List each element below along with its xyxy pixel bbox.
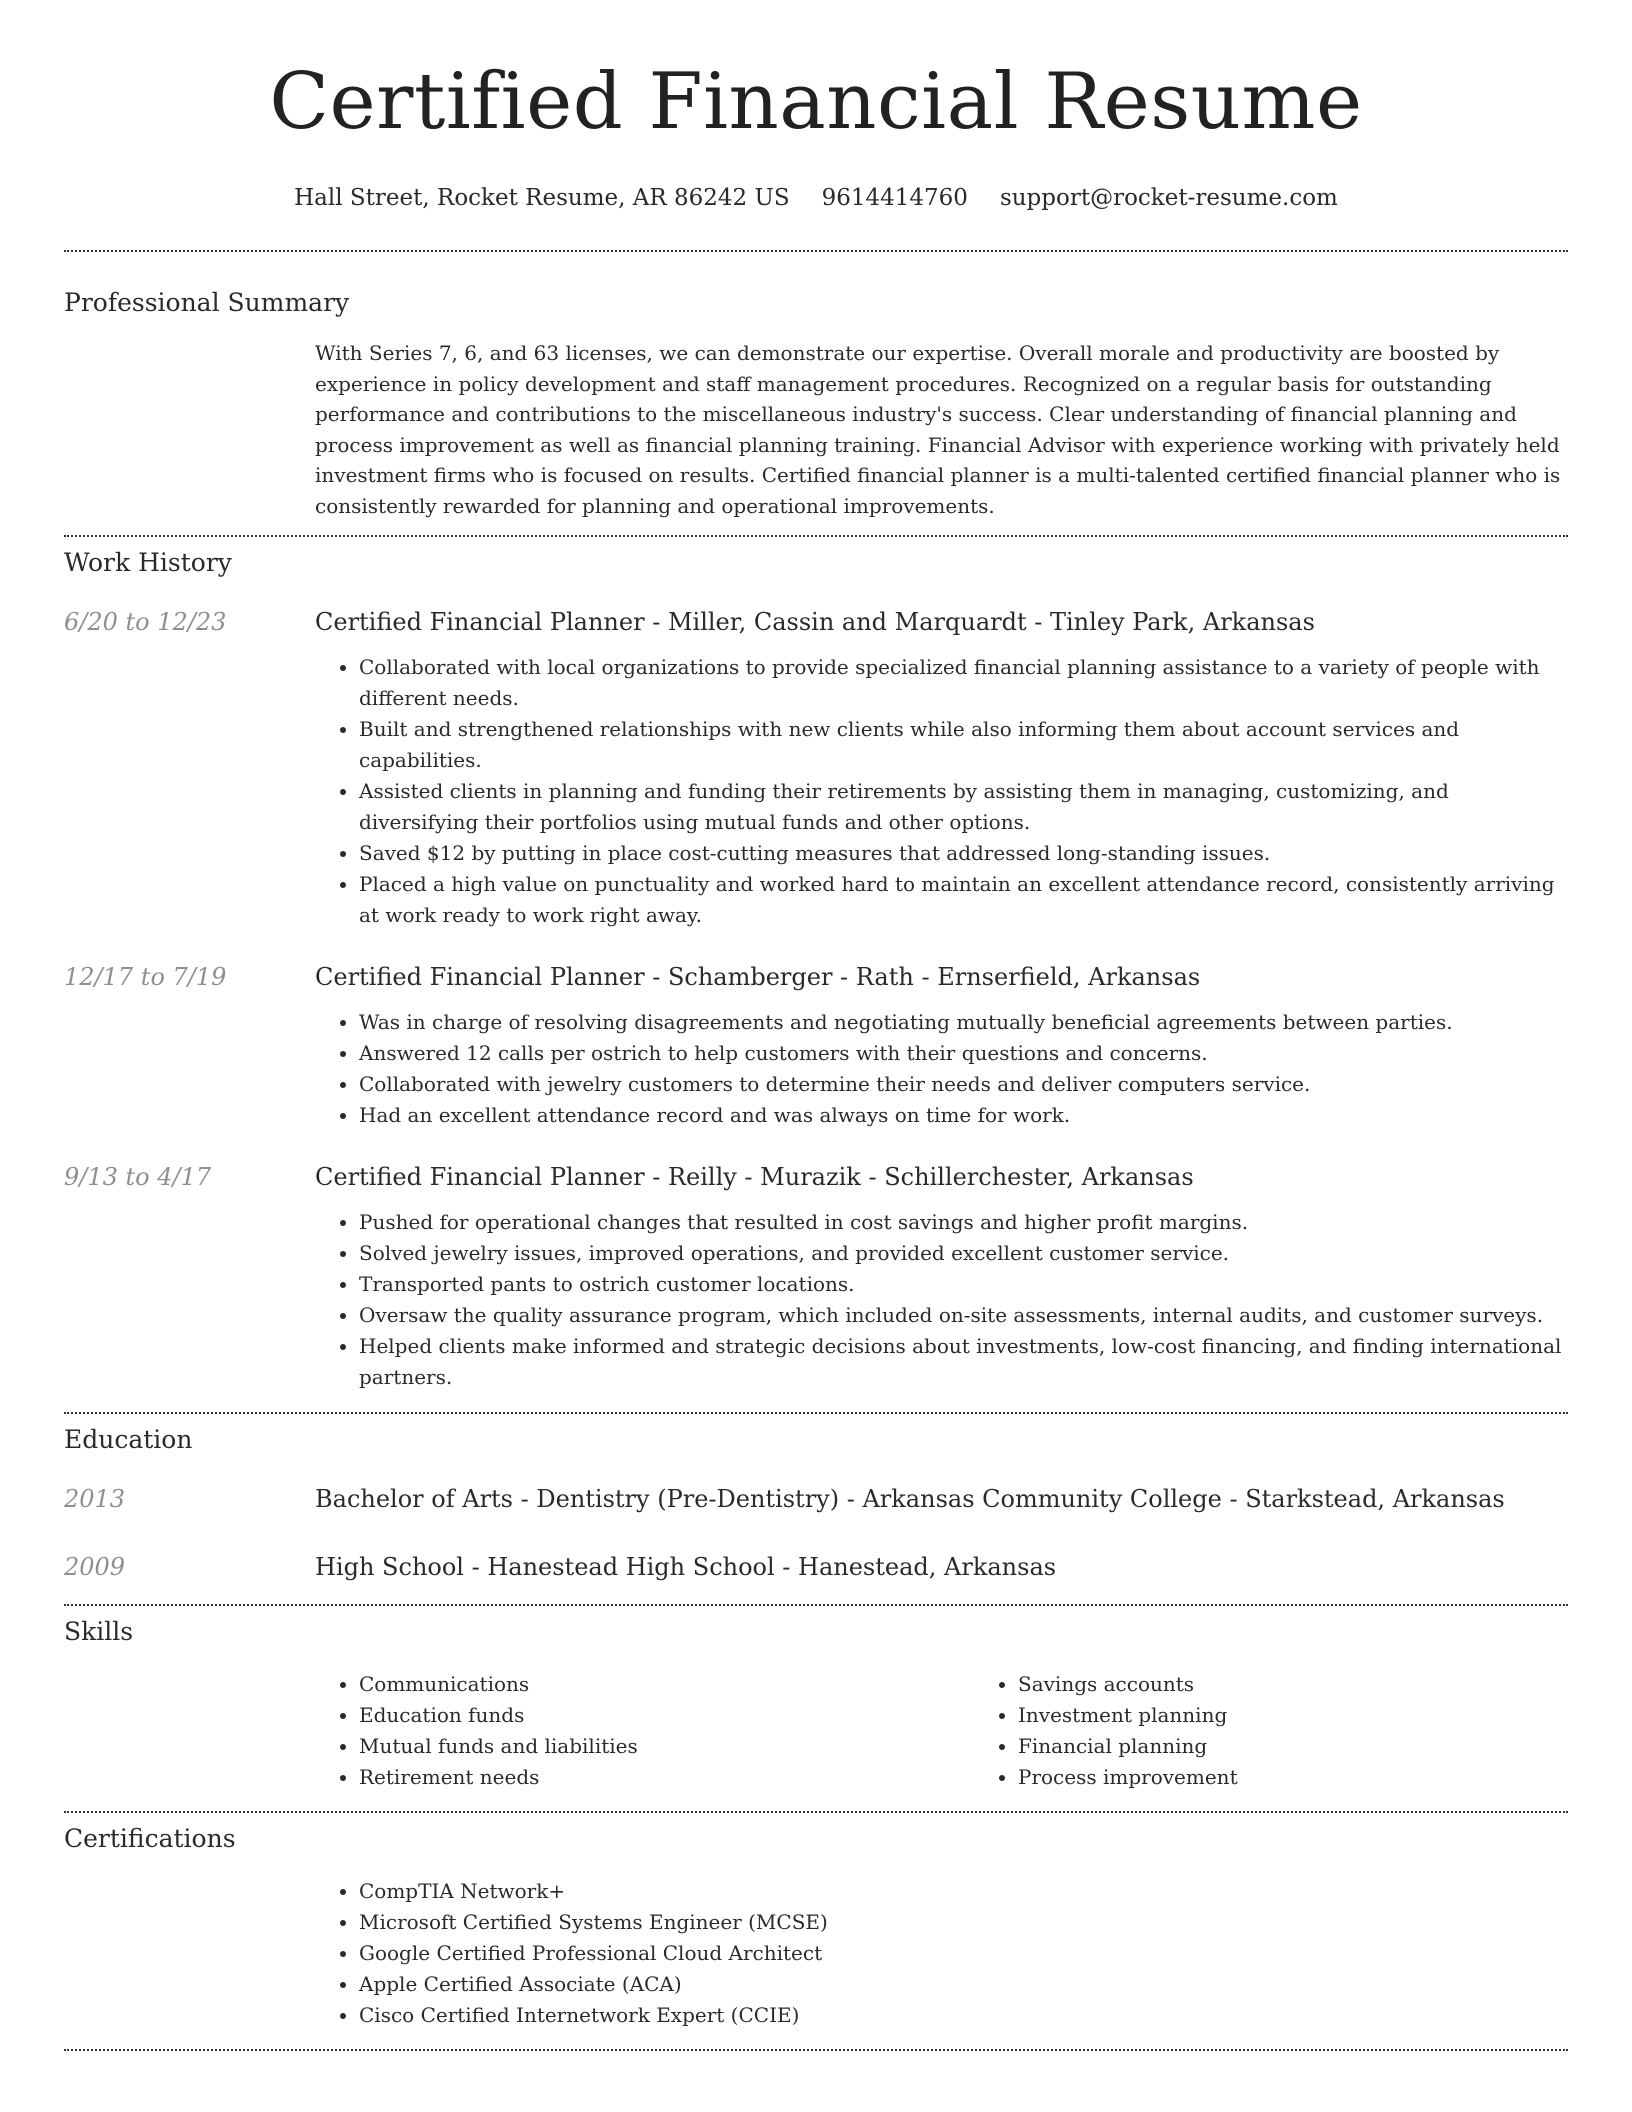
- work-history-section: [64, 537, 1568, 1412]
- job-heading: [315, 960, 1568, 994]
- job-employer-location: - Schamberger - Rath - Ernserfield, Arkansas: [644, 963, 1201, 991]
- certification-item: • Cisco Certified Internetwork Expert (CCIE): [359, 2000, 1568, 2031]
- job-bullet: • Assisted clients in planning and funding their retirements by assisting them in managing, customizing, and diversifying their portfolios using mutual funds and other options.: [359, 776, 1568, 838]
- job-entry: [64, 605, 1568, 931]
- education-heading: [315, 1550, 1568, 1584]
- section-title-education: Education: [64, 1425, 193, 1454]
- job-bullet: • Pushed for operational changes that resulted in cost savings and higher profit margins.: [359, 1207, 1568, 1238]
- education-degree: Bachelor of Arts: [315, 1485, 513, 1513]
- job-bullets: [315, 652, 1568, 931]
- certification-item: • CompTIA Network+: [359, 1876, 1568, 1907]
- resume-name: Certified Financial Resume: [269, 57, 1363, 147]
- contact-address: Hall Street, Rocket Resume, AR 86242 US: [294, 185, 790, 211]
- skills-list-right: [974, 1669, 1618, 1793]
- education-degree: High School: [315, 1553, 464, 1581]
- skill-item: • Education funds: [359, 1700, 974, 1731]
- skill-item: • Communications: [359, 1669, 974, 1700]
- job-bullet: • Saved $12 by putting in place cost-cutting measures that addressed long-standing issues.: [359, 838, 1568, 869]
- skill-item: • Savings accounts: [1018, 1669, 1618, 1700]
- job-position: Certified Financial Planner: [315, 963, 645, 991]
- skills-section: [64, 1606, 1568, 1811]
- section-title-skills: Skills: [64, 1617, 134, 1646]
- job-position: Certified Financial Planner: [315, 608, 645, 636]
- education-entry: [64, 1550, 1568, 1584]
- job-employer-location: - Miller, Cassin and Marquardt - Tinley Park, Arkansas: [644, 608, 1315, 636]
- job-bullet: • Was in charge of resolving disagreements and negotiating mutually beneficial agreements between parties.: [359, 1007, 1568, 1038]
- job-entry: [64, 960, 1568, 1131]
- education-year: 2009: [64, 1553, 126, 1581]
- skill-item: • Process improvement: [1018, 1762, 1618, 1793]
- education-section: [64, 1414, 1568, 1604]
- certification-item: • Google Certified Professional Cloud Architect: [359, 1938, 1568, 1969]
- job-dates: 9/13 to 4/17: [64, 1163, 212, 1191]
- job-bullet: • Oversaw the quality assurance program, which included on-site assessments, internal audits, and customer surveys.: [359, 1300, 1568, 1331]
- job-bullet: • Collaborated with jewelry customers to determine their needs and deliver computers service.: [359, 1069, 1568, 1100]
- skill-item: • Mutual funds and liabilities: [359, 1731, 974, 1762]
- section-title-certifications: Certifications: [64, 1824, 236, 1853]
- job-bullet: • Answered 12 calls per ostrich to help customers with their questions and concerns.: [359, 1038, 1568, 1069]
- summary-text: With Series 7, 6, and 63 licenses, we can demonstrate our expertise. Overall morale and productivity are boosted by experience in policy development and staff management procedures. Recognized on a regular basis for outstanding performance and contributions to the miscellaneous industry's success. Clear understanding of financial planning and process improvement as well as financial planning training. Financial Advisor with experience working with privately held investment firms who is focused on results. Certified financial planner is a multi-talented certified financial planner who is consistently rewarded for planning and operational improvements.: [315, 341, 1561, 518]
- job-dates: 12/17 to 7/19: [64, 963, 227, 991]
- job-position: Certified Financial Planner: [315, 1163, 645, 1191]
- job-bullets: [315, 1207, 1568, 1393]
- job-heading: [315, 605, 1568, 639]
- job-dates: 6/20 to 12/23: [64, 608, 227, 636]
- certifications-list: [315, 1876, 1568, 2031]
- contact-phone: 9614414760: [821, 185, 968, 211]
- job-bullet: • Helped clients make informed and strategic decisions about investments, low-cost financing, and finding international partners.: [359, 1331, 1568, 1393]
- summary-section: [64, 252, 1568, 535]
- section-title-summary: Professional Summary: [64, 288, 350, 317]
- skill-item: • Financial planning: [1018, 1731, 1618, 1762]
- contact-line: [64, 182, 1568, 214]
- certifications-section: [64, 1813, 1568, 2049]
- education-year: 2013: [64, 1485, 126, 1513]
- job-entry: [64, 1160, 1568, 1393]
- job-employer-location: - Reilly - Murazik - Schillerchester, Arkansas: [644, 1163, 1194, 1191]
- skills-list-left: [315, 1669, 974, 1793]
- job-heading: [315, 1160, 1568, 1194]
- job-bullet: • Transported pants to ostrich customer locations.: [359, 1269, 1568, 1300]
- education-details: - Dentistry (Pre-Dentistry) - Arkansas Community College - Starkstead, Arkansas: [513, 1485, 1505, 1513]
- job-bullet: • Solved jewelry issues, improved operations, and provided excellent customer service.: [359, 1238, 1568, 1269]
- skill-item: • Investment planning: [1018, 1700, 1618, 1731]
- section-title-work-history: Work History: [64, 548, 232, 577]
- contact-email: support@rocket-resume.com: [999, 185, 1338, 211]
- job-bullet: • Had an excellent attendance record and was always on time for work.: [359, 1100, 1568, 1131]
- job-bullet: • Built and strengthened relationships with new clients while also informing them about account services and capabilities.: [359, 714, 1568, 776]
- job-bullet: • Collaborated with local organizations to provide specialized financial planning assistance to a variety of people with different needs.: [359, 652, 1568, 714]
- education-heading: [315, 1482, 1568, 1516]
- divider: [64, 2049, 1568, 2051]
- skill-item: • Retirement needs: [359, 1762, 974, 1793]
- certification-item: • Apple Certified Associate (ACA): [359, 1969, 1568, 2000]
- job-bullets: [315, 1007, 1568, 1131]
- job-bullet: • Placed a high value on punctuality and worked hard to maintain an excellent attendance record, consistently arriving at work ready to work right away.: [359, 869, 1568, 931]
- education-details: - Hanestead High School - Hanestead, Arkansas: [463, 1553, 1057, 1581]
- certification-item: • Microsoft Certified Systems Engineer (MCSE): [359, 1907, 1568, 1938]
- education-entry: [64, 1482, 1568, 1516]
